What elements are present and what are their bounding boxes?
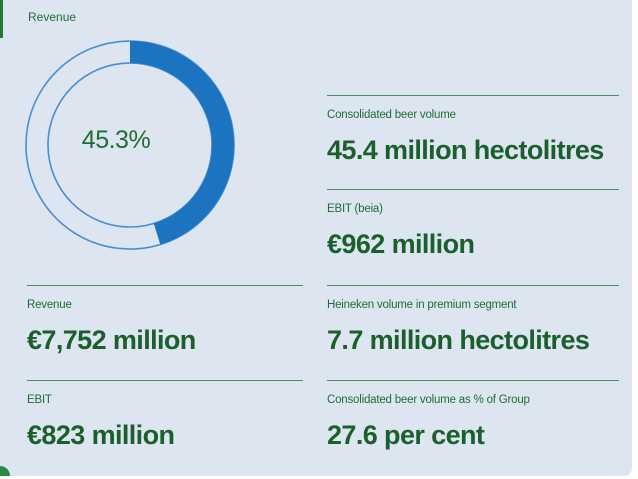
metric-divider: [327, 285, 619, 286]
metric-divider: [327, 95, 619, 96]
metric-group-volume-share: [327, 380, 619, 451]
metric-label: Consolidated beer volume: [327, 109, 456, 121]
metric-value: €823 million: [27, 420, 175, 450]
metric-ebit-beia: [327, 189, 619, 260]
metric-consolidated-beer-volume: [327, 95, 619, 166]
metric-divider: [327, 380, 619, 381]
metric-value: 7.7 million hectolitres: [327, 325, 590, 355]
metric-label: Heineken volume in premium segment: [327, 299, 517, 311]
metric-divider: [27, 285, 303, 286]
donut-center-percentage: 45.3%: [81, 126, 151, 154]
metric-ebit: [27, 380, 303, 451]
metric-revenue: [27, 285, 303, 356]
chart-title: Revenue: [28, 10, 77, 24]
metric-label: EBIT (beia): [327, 203, 383, 215]
metric-label: Consolidated beer volume as % of Group: [327, 394, 530, 406]
panel-corner-accent: [0, 466, 10, 476]
metric-value: €7,752 million: [27, 325, 196, 355]
metric-value: 27.6 per cent: [327, 420, 485, 450]
metric-divider: [327, 189, 619, 190]
metric-value: €962 million: [327, 229, 475, 259]
metric-heineken-premium-volume: [327, 285, 619, 356]
metric-label: EBIT: [27, 394, 52, 406]
metric-divider: [27, 380, 303, 381]
metric-value: 45.4 million hectolitres: [327, 135, 604, 165]
metric-label: Revenue: [27, 299, 72, 311]
